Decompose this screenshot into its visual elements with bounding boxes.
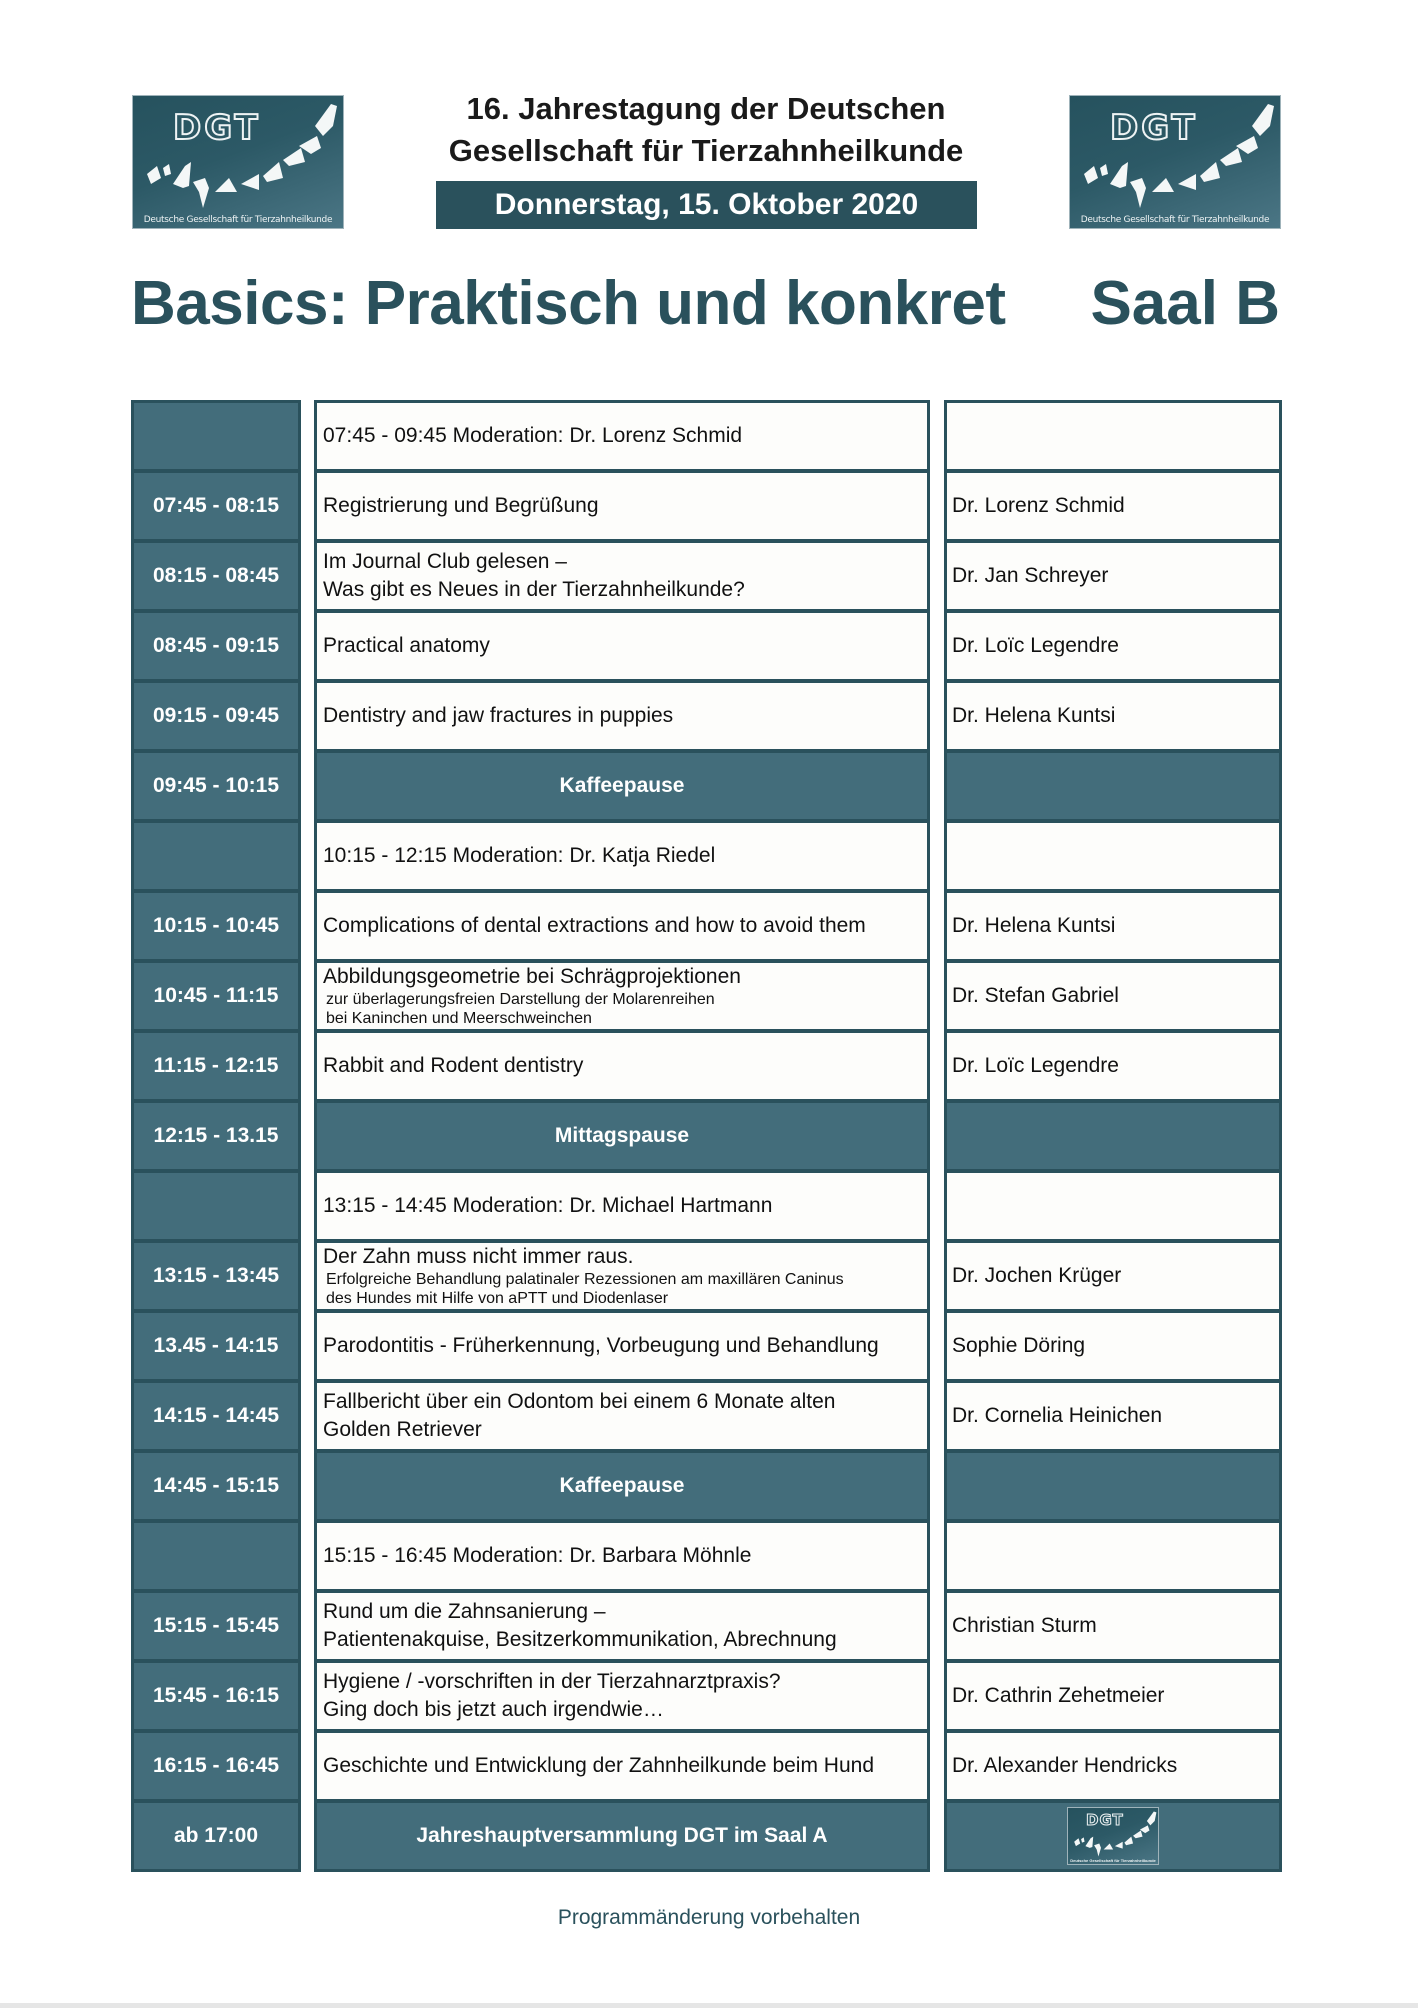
time-cell: 09:15 - 09:45 (131, 680, 301, 752)
topic-cell (314, 470, 930, 542)
time-cell: 14:15 - 14:45 (131, 1380, 301, 1452)
logo-tagline: Deutsche Gesellschaft für Tierzahnheilkunde (1080, 215, 1270, 225)
speaker-name: Dr. Cornelia Heinichen (952, 1404, 1163, 1427)
schedule-row (131, 1170, 1282, 1240)
speaker-name: Dr. Alexander Hendricks (952, 1754, 1178, 1777)
topic-subtitle: bei Kaninchen und Meerschweinchen (326, 1010, 592, 1027)
topic-text: 07:45 - 09:45 Moderation: Dr. Lorenz Schmid (323, 424, 743, 447)
topic-line: Was gibt es Neues in der Tierzahnheilkunde? (323, 578, 745, 601)
conference-title-line1: 16. Jahrestagung der Deutschen (466, 91, 946, 126)
speaker-name: Dr. Helena Kuntsi (952, 704, 1116, 727)
topic-cell (314, 890, 930, 962)
topic-subtitle: des Hundes mit Hilfe von aPTT und Diodenlaser (326, 1290, 669, 1307)
topic-text: Rabbit and Rodent dentistry (323, 1054, 584, 1077)
schedule-row (131, 1660, 1282, 1730)
speaker-cell (944, 1170, 1282, 1242)
schedule-row (131, 540, 1282, 610)
topic-cell (314, 1660, 930, 1732)
schedule-table (131, 400, 1282, 1870)
schedule-row (131, 1380, 1282, 1450)
logo-tagline: Deutsche Gesellschaft für Tierzahnheilkunde (1070, 1858, 1156, 1863)
conference-title (400, 88, 1012, 172)
topic-text: 10:15 - 12:15 Moderation: Dr. Katja Riedel (323, 844, 716, 867)
time-cell: 14:45 - 15:15 (131, 1450, 301, 1522)
time-cell: 09:45 - 10:15 (131, 750, 301, 822)
time-cell: 08:15 - 08:45 (131, 540, 301, 612)
break-label: Jahreshauptversammlung DGT im Saal A (416, 1824, 828, 1847)
speaker-cell (944, 960, 1282, 1032)
speaker-name: Sophie Döring (952, 1334, 1086, 1357)
topic-line: Patientenakquise, Besitzerkommunikation, Abrechnung (323, 1628, 837, 1651)
moderation-cell (314, 400, 930, 472)
break-cell (314, 1450, 930, 1522)
speaker-name: Dr. Lorenz Schmid (952, 494, 1125, 517)
topic-subtitle: zur überlagerungsfreien Darstellung der Molarenreihen (326, 991, 715, 1008)
speaker-cell (944, 400, 1282, 472)
speaker-cell (944, 1730, 1282, 1802)
speaker-cell (944, 820, 1282, 892)
topic-line: Rund um die Zahnsanierung – (323, 1600, 606, 1623)
dgt-logo-small (1067, 1807, 1159, 1865)
speaker-cell (944, 540, 1282, 612)
session-title: Basics: Praktisch und konkret (131, 269, 1006, 338)
speaker-cell (944, 1800, 1282, 1872)
speaker-cell (944, 1660, 1282, 1732)
speaker-cell (944, 750, 1282, 822)
time-cell: 07:45 - 08:15 (131, 470, 301, 542)
speaker-cell (944, 1450, 1282, 1522)
speaker-name: Dr. Stefan Gabriel (952, 984, 1119, 1007)
logo-abbreviation: DGT (173, 108, 261, 148)
schedule-row (131, 750, 1282, 820)
topic-text: 13:15 - 14:45 Moderation: Dr. Michael Hartmann (323, 1194, 773, 1217)
speaker-cell (944, 1030, 1282, 1102)
schedule-row (131, 1520, 1282, 1590)
topic-text: Parodontitis - Früherkennung, Vorbeugung und Behandlung (323, 1334, 879, 1357)
topic-title: Abbildungsgeometrie bei Schrägprojektionen (323, 965, 741, 988)
speaker-name: Dr. Cathrin Zehetmeier (952, 1684, 1165, 1707)
logo-abbreviation: DGT (1086, 1811, 1124, 1829)
speaker-cell (944, 1520, 1282, 1592)
logo-tagline: Deutsche Gesellschaft für Tierzahnheilkunde (143, 215, 333, 225)
date-banner: Donnerstag, 15. Oktober 2020 (436, 181, 977, 229)
moderation-cell (314, 1170, 930, 1242)
topic-text: Dentistry and jaw fractures in puppies (323, 704, 674, 727)
speaker-cell (944, 1590, 1282, 1662)
topic-line: Hygiene / -vorschriften in der Tierzahnarztpraxis? (323, 1670, 781, 1693)
time-cell: 08:45 - 09:15 (131, 610, 301, 682)
topic-text: 15:15 - 16:45 Moderation: Dr. Barbara Möhnle (323, 1544, 752, 1567)
topic-text: Registrierung und Begrüßung (323, 494, 599, 517)
schedule-row (131, 470, 1282, 540)
logo-abbreviation: DGT (1110, 108, 1198, 148)
topic-cell (314, 1590, 930, 1662)
break-cell (314, 1100, 930, 1172)
schedule-row (131, 1800, 1282, 1870)
time-cell: 10:45 - 11:15 (131, 960, 301, 1032)
time-cell: 13.45 - 14:15 (131, 1310, 301, 1382)
topic-title: Der Zahn muss nicht immer raus. (323, 1245, 634, 1268)
speaker-cell (944, 610, 1282, 682)
topic-cell (314, 1730, 930, 1802)
topic-cell (314, 610, 930, 682)
footer-note: Programmänderung vorbehalten (557, 1906, 861, 1929)
schedule-row (131, 960, 1282, 1030)
break-label: Kaffeepause (559, 774, 685, 797)
break-cell (314, 750, 930, 822)
topic-cell (314, 680, 930, 752)
topic-cell (314, 1030, 930, 1102)
dgt-logo-left (132, 95, 344, 229)
schedule-row (131, 820, 1282, 890)
schedule-row (131, 610, 1282, 680)
schedule-row (131, 1730, 1282, 1800)
schedule-row (131, 1030, 1282, 1100)
time-cell (131, 400, 301, 472)
speaker-cell (944, 1240, 1282, 1312)
moderation-cell (314, 820, 930, 892)
time-cell: 11:15 - 12:15 (131, 1030, 301, 1102)
topic-cell (314, 1380, 930, 1452)
time-cell: 10:15 - 10:45 (131, 890, 301, 962)
schedule-row (131, 890, 1282, 960)
topic-cell (314, 960, 930, 1032)
page-edge (0, 2003, 1418, 2008)
topic-cell (314, 540, 930, 612)
topic-cell (314, 1310, 930, 1382)
schedule-row (131, 1310, 1282, 1380)
time-cell: 16:15 - 16:45 (131, 1730, 301, 1802)
speaker-name: Christian Sturm (952, 1614, 1097, 1637)
conference-title-line2: Gesellschaft für Tierzahnheilkunde (448, 133, 964, 168)
speaker-cell (944, 680, 1282, 752)
speaker-cell (944, 1380, 1282, 1452)
topic-line: Fallbericht über ein Odontom bei einem 6 Monate alten (323, 1390, 836, 1413)
topic-subtitle: Erfolgreiche Behandlung palatinaler Rezessionen am maxillären Caninus (326, 1271, 844, 1288)
break-label: Mittagspause (554, 1124, 690, 1147)
time-cell: 13:15 - 13:45 (131, 1240, 301, 1312)
time-cell (131, 1170, 301, 1242)
moderation-cell (314, 1520, 930, 1592)
speaker-name: Dr. Jochen Krüger (952, 1264, 1122, 1287)
schedule-row (131, 400, 1282, 470)
topic-line: Ging doch bis jetzt auch irgendwie… (323, 1698, 664, 1721)
speaker-name: Dr. Loïc Legendre (952, 634, 1119, 657)
time-cell: 12:15 - 13.15 (131, 1100, 301, 1172)
time-cell: ab 17:00 (131, 1800, 301, 1872)
break-label: Kaffeepause (559, 1474, 685, 1497)
time-cell (131, 1520, 301, 1592)
speaker-name: Dr. Loïc Legendre (952, 1054, 1119, 1077)
topic-text: Geschichte und Entwicklung der Zahnheilkunde beim Hund (323, 1754, 874, 1777)
schedule-row (131, 1450, 1282, 1520)
speaker-name: Dr. Helena Kuntsi (952, 914, 1116, 937)
schedule-row (131, 1100, 1282, 1170)
room-label: Saal B (1090, 269, 1280, 338)
speaker-name: Dr. Jan Schreyer (952, 564, 1109, 587)
schedule-row (131, 680, 1282, 750)
time-cell: 15:15 - 15:45 (131, 1590, 301, 1662)
topic-line: Golden Retriever (323, 1418, 482, 1441)
dgt-logo-right (1069, 95, 1281, 229)
time-cell: 15:45 - 16:15 (131, 1660, 301, 1732)
topic-cell (314, 1240, 930, 1312)
speaker-cell (944, 890, 1282, 962)
schedule-row (131, 1590, 1282, 1660)
topic-line: Im Journal Club gelesen – (323, 550, 567, 573)
break-cell (314, 1800, 930, 1872)
schedule-row (131, 1240, 1282, 1310)
speaker-cell (944, 1310, 1282, 1382)
topic-text: Practical anatomy (323, 634, 490, 657)
speaker-cell (944, 1100, 1282, 1172)
topic-text: Complications of dental extractions and how to avoid them (323, 914, 866, 937)
time-cell (131, 820, 301, 892)
speaker-cell (944, 470, 1282, 542)
